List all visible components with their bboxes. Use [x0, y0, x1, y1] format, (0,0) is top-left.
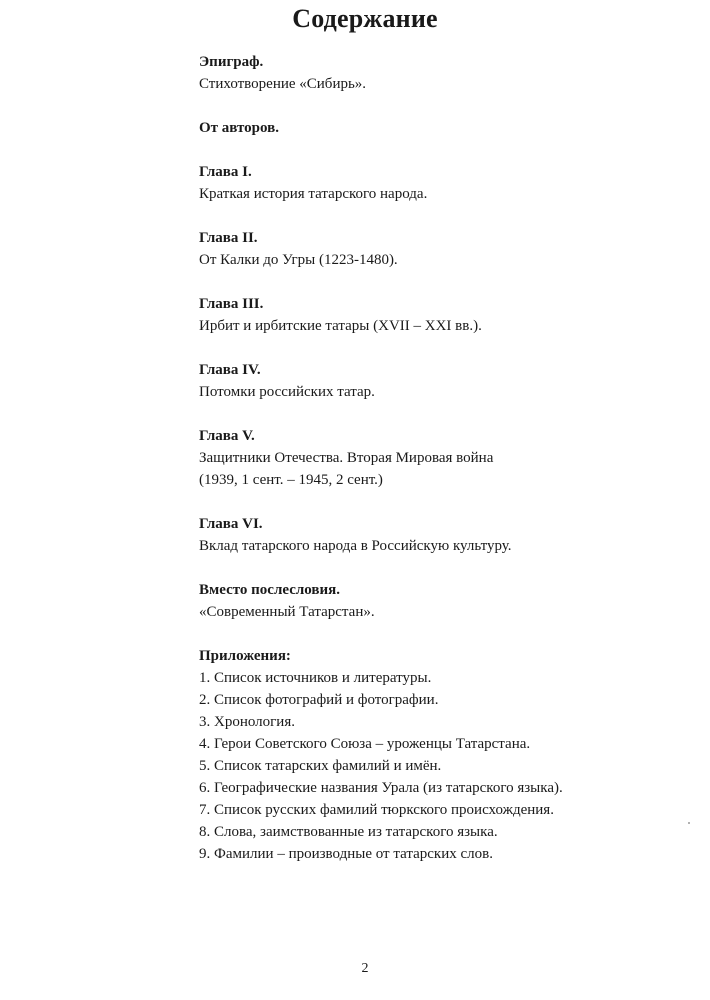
section-line: Защитники Отечества. Вторая Мировая война — [199, 450, 494, 466]
appendix-heading: Приложения: — [199, 648, 291, 664]
appendix-section — [199, 645, 679, 865]
toc-section — [199, 117, 679, 139]
toc-sections — [199, 51, 679, 623]
scan-speck — [688, 822, 690, 824]
appendix-item: 1. Список источников и литературы. — [199, 670, 432, 686]
toc-section — [199, 359, 679, 403]
section-line: Потомки российских татар. — [199, 384, 375, 400]
section-line: «Современный Татарстан». — [199, 604, 375, 620]
section-line: (1939, 1 сент. – 1945, 2 сент.) — [199, 472, 383, 488]
appendix-item: 2. Список фотографий и фотографии. — [199, 692, 439, 708]
toc-section — [199, 579, 679, 623]
section-line: Вклад татарского народа в Российскую культуру. — [199, 538, 512, 554]
section-heading: Глава V. — [199, 428, 255, 444]
section-heading: Глава VI. — [199, 516, 263, 532]
toc-section — [199, 227, 679, 271]
section-heading: Глава III. — [199, 296, 264, 312]
appendix-item: 8. Слова, заимствованные из татарского языка. — [199, 824, 498, 840]
appendix-item: 5. Список татарских фамилий и имён. — [199, 758, 442, 774]
appendix-item: 7. Список русских фамилий тюркского происхождения. — [199, 802, 554, 818]
section-heading: Глава II. — [199, 230, 258, 246]
section-heading: Вместо послесловия. — [199, 582, 341, 598]
appendix-item: 9. Фамилии – производные от татарских слов. — [199, 846, 493, 862]
appendix-item: 6. Географические названия Урала (из татарского языка). — [199, 780, 563, 796]
toc-section — [199, 425, 679, 491]
section-line: Ирбит и ирбитские татары (XVII – XXI вв.). — [199, 318, 482, 334]
appendix-item: 3. Хронология. — [199, 714, 295, 730]
page-number: 2 — [361, 961, 369, 976]
section-heading: Эпиграф. — [199, 54, 264, 70]
page-title: Содержание — [292, 4, 438, 33]
appendix-item: 4. Герои Советского Союза – уроженцы Татарстана. — [199, 736, 531, 752]
section-heading: От авторов. — [199, 120, 280, 136]
section-heading: Глава IV. — [199, 362, 261, 378]
toc-section — [199, 513, 679, 557]
toc-section — [199, 51, 679, 95]
toc-section — [199, 161, 679, 205]
section-heading: Глава I. — [199, 164, 252, 180]
section-line: От Калки до Угры (1223-1480). — [199, 252, 398, 268]
toc-section — [199, 293, 679, 337]
section-line: Стихотворение «Сибирь». — [199, 76, 367, 92]
appendix-list — [199, 667, 679, 865]
section-line: Краткая история татарского народа. — [199, 186, 428, 202]
table-of-contents — [199, 51, 679, 887]
